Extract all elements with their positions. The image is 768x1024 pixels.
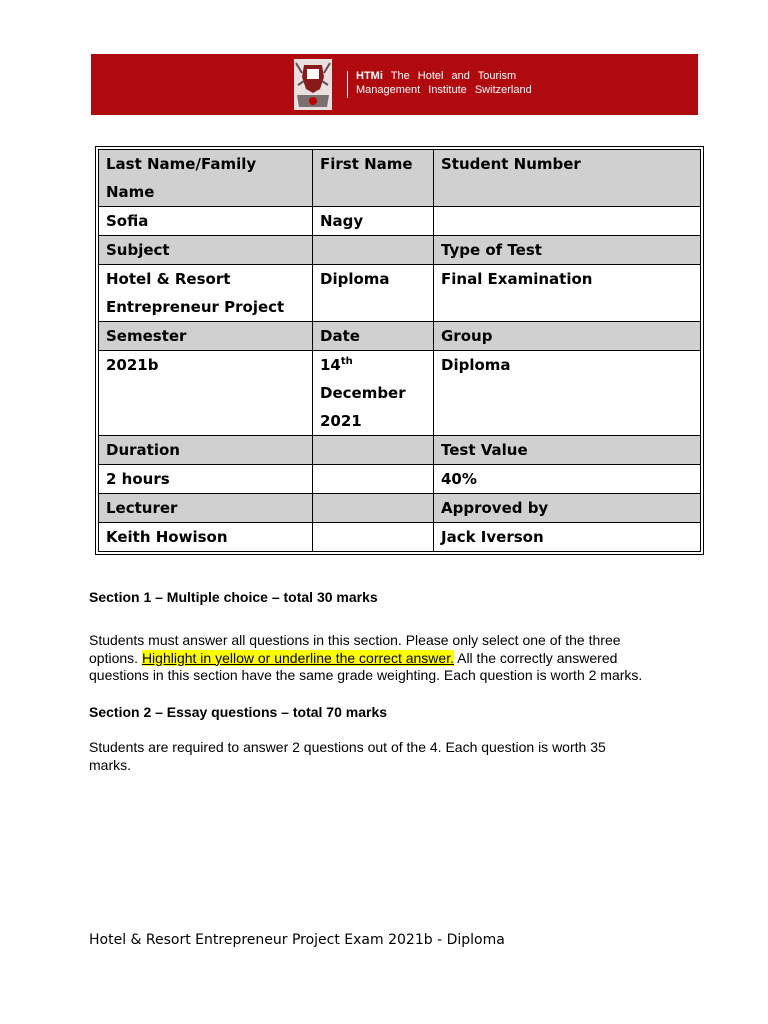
- page-footer: Hotel & Resort Entrepreneur Project Exam 2021b - Diploma: [89, 932, 505, 948]
- section2-line1: Students are required to answer 2 questions out of the 4. Each question is worth 35: [89, 739, 606, 755]
- table-row: [99, 236, 701, 265]
- table-row: [99, 465, 701, 494]
- table-cell: Subject: [99, 236, 313, 265]
- section1-line3: questions in this section have the same grade weighting. Each question is worth 2 marks.: [89, 667, 643, 683]
- table-cell: Nagy: [313, 207, 434, 236]
- table-cell: Keith Howison: [99, 523, 313, 552]
- table-cell: [313, 236, 434, 265]
- section2-heading: Section 2 – Essay questions – total 70 marks: [89, 704, 388, 720]
- table-cell: Test Value: [434, 436, 701, 465]
- highlighted-instruction: Highlight in yellow or underline the correct answer.: [141, 649, 454, 666]
- table-cell: Diploma: [313, 265, 434, 322]
- table-cell: Duration: [99, 436, 313, 465]
- table-cell: Final Examination: [434, 265, 701, 322]
- banner-divider: [347, 71, 348, 98]
- table-row: [99, 523, 701, 552]
- table-cell: Diploma: [434, 351, 701, 436]
- date-cell: [313, 351, 434, 436]
- date-month: December: [320, 384, 406, 402]
- table-cell: Student Number: [434, 150, 701, 207]
- table-cell: Group: [434, 322, 701, 351]
- table-row: [99, 494, 701, 523]
- table-cell: [313, 436, 434, 465]
- section1-heading: Section 1 – Multiple choice – total 30 marks: [89, 589, 378, 605]
- table-cell: Jack Iverson: [434, 523, 701, 552]
- table-cell: Date: [313, 322, 434, 351]
- table-row: [99, 265, 701, 322]
- table-row: [99, 322, 701, 351]
- section1-line2-end: All the correctly answered: [453, 649, 618, 666]
- table-cell: Lecturer: [99, 494, 313, 523]
- date-year: 2021: [320, 412, 362, 430]
- section2-instructions: [89, 739, 606, 774]
- table-row: [99, 150, 701, 207]
- table-cell: 2021b: [99, 351, 313, 436]
- table-cell: Sofia: [99, 207, 313, 236]
- table-cell: 2 hours: [99, 465, 313, 494]
- table-cell: Last Name/Family Name: [99, 150, 313, 207]
- institute-line1: The Hotel and Tourism: [390, 70, 517, 82]
- table-cell: Approved by: [434, 494, 701, 523]
- table-cell: [313, 494, 434, 523]
- table-cell: Hotel & Resort Entrepreneur Project: [99, 265, 313, 322]
- table-cell: [313, 523, 434, 552]
- date-day: 14: [320, 356, 341, 374]
- table-cell: Semester: [99, 322, 313, 351]
- section1-line2-start: options.: [89, 649, 142, 666]
- table-row: [99, 207, 701, 236]
- brand-name: HTMi: [356, 70, 383, 82]
- institute-name: [356, 69, 532, 97]
- header-banner: [91, 54, 698, 115]
- date-suffix: th: [340, 356, 353, 367]
- section1-line1: Students must answer all questions in this section. Please only select one of the three: [89, 632, 621, 648]
- institute-line2: Management Institute Switzerland: [356, 84, 532, 96]
- table-cell: 40%: [434, 465, 701, 494]
- table-cell: First Name: [313, 150, 434, 207]
- table-cell: [313, 465, 434, 494]
- section2-line2: marks.: [89, 756, 131, 773]
- table-cell: [434, 207, 701, 236]
- table-cell: Type of Test: [434, 236, 701, 265]
- student-info-table: [95, 146, 704, 555]
- table-row: [99, 351, 701, 436]
- section1-line2: [89, 650, 642, 668]
- table-row: [99, 436, 701, 465]
- crest-logo-icon: [294, 59, 332, 110]
- section1-instructions: [89, 632, 642, 685]
